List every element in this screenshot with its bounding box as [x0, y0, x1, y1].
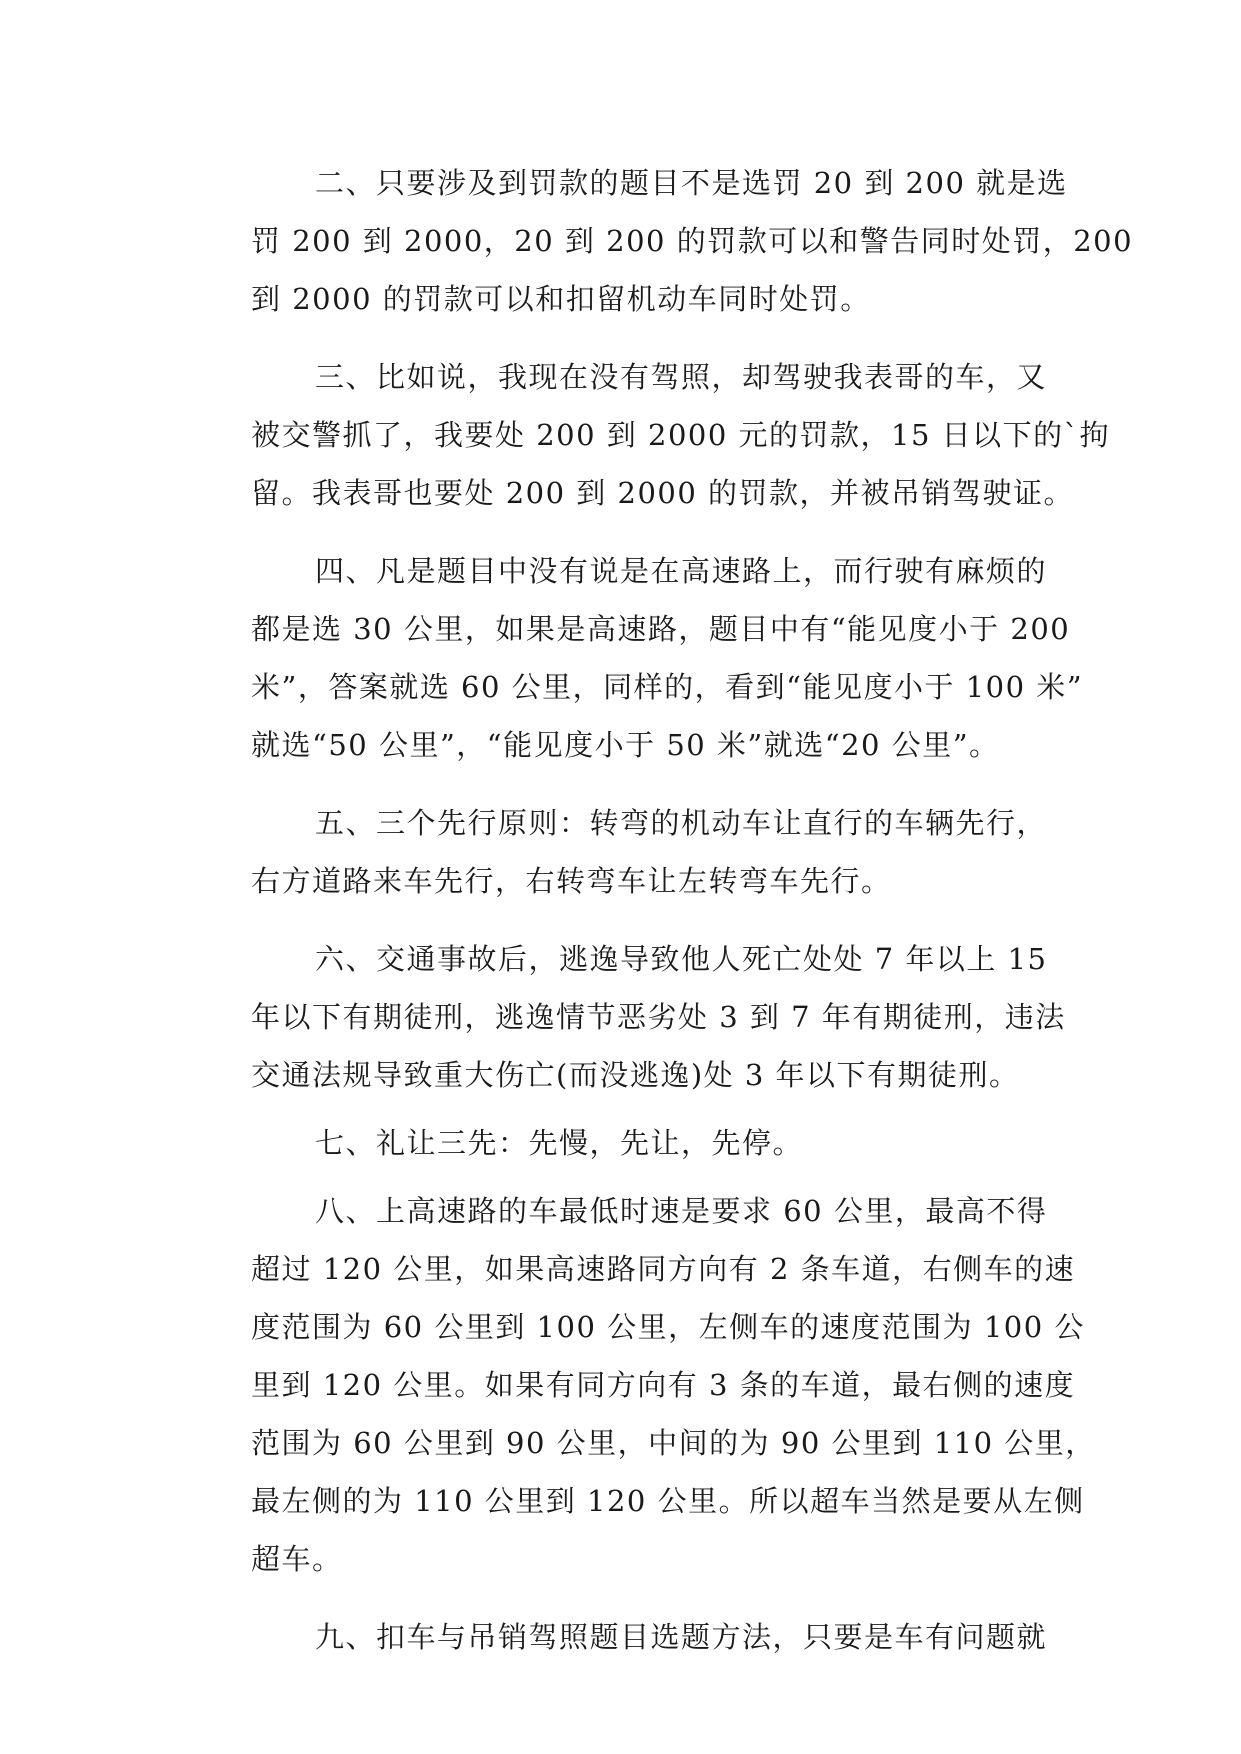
text-line: 六、交通事故后，逃逸导致他人死亡处处 7 年以上 15	[315, 942, 1048, 976]
text-line: 里到 120 公里。如果有同方向有 3 条的车道，最右侧的速度	[251, 1368, 1076, 1402]
text-line: 范围为 60 公里到 90 公里，中间的为 90 公里到 110 公里，	[251, 1426, 1096, 1460]
text-line: 九、扣车与吊销驾照题目选题方法，只要是车有问题就	[315, 1620, 1048, 1654]
text-line: 年以下有期徒刑，逃逸情节恶劣处 3 到 7 年有期徒刑，违法	[251, 1000, 1066, 1034]
text-line: 都是选 30 公里，如果是高速路，题目中有“能见度小于 200	[251, 612, 1071, 646]
document-body	[193, 154, 1134, 1666]
text-line: 度范围为 60 公里到 100 公里，左侧车的速度范围为 100 公	[251, 1310, 1085, 1344]
text-line: 四、凡是题目中没有说是在高速路上，而行驶有麻烦的	[315, 554, 1048, 588]
text-line: 到 2000 的罚款可以和扣留机动车同时处罚。	[251, 282, 871, 316]
text-line: 最左侧的为 110 公里到 120 公里。所以超车当然是要从左侧	[251, 1484, 1085, 1518]
text-line: 七、礼让三先：先慢，先让，先停。	[315, 1126, 804, 1160]
text-line: 留。我表哥也要处 200 到 2000 的罚款，并被吊销驾驶证。	[251, 476, 1075, 510]
paragraph-9	[193, 1608, 1063, 1666]
paragraph-6	[193, 930, 1066, 1104]
paragraph-4	[193, 542, 1084, 774]
text-line: 五、三个先行原则：转弯的机动车让直行的车辆先行，	[315, 806, 1048, 840]
paragraph-2	[193, 154, 1134, 328]
text-line: 超车。	[251, 1542, 343, 1576]
text-line: 就选“50 公里”，“能见度小于 50 米”就选“20 公里”。	[251, 728, 1000, 762]
paragraph-8	[193, 1182, 1096, 1588]
text-line: 右方道路来车先行，右转弯车让左转弯车先行。	[251, 864, 892, 898]
paragraph-3	[193, 348, 1111, 522]
text-line: 二、只要涉及到罚款的题目不是选罚 20 到 200 就是选	[315, 166, 1068, 200]
paragraph-5	[193, 794, 1063, 910]
text-line: 八、上高速路的车最低时速是要求 60 公里，最高不得	[315, 1194, 1048, 1228]
text-line: 交通法规导致重大伤亡(而没逃逸)处 3 年以下有期徒刑。	[251, 1058, 1020, 1092]
text-line: 三、比如说，我现在没有驾照，却驾驶我表哥的车，又	[315, 360, 1048, 394]
text-line: 罚 200 到 2000，20 到 200 的罚款可以和警告同时处罚，200	[251, 224, 1134, 258]
paragraph-7	[193, 1114, 1063, 1172]
text-line: 米”，答案就选 60 公里，同样的，看到“能见度小于 100 米”	[251, 670, 1084, 704]
text-line: 被交警抓了，我要处 200 到 2000 元的罚款，15 日以下的`拘	[251, 418, 1111, 452]
text-line: 超过 120 公里，如果高速路同方向有 2 条车道，右侧车的速	[251, 1252, 1076, 1286]
